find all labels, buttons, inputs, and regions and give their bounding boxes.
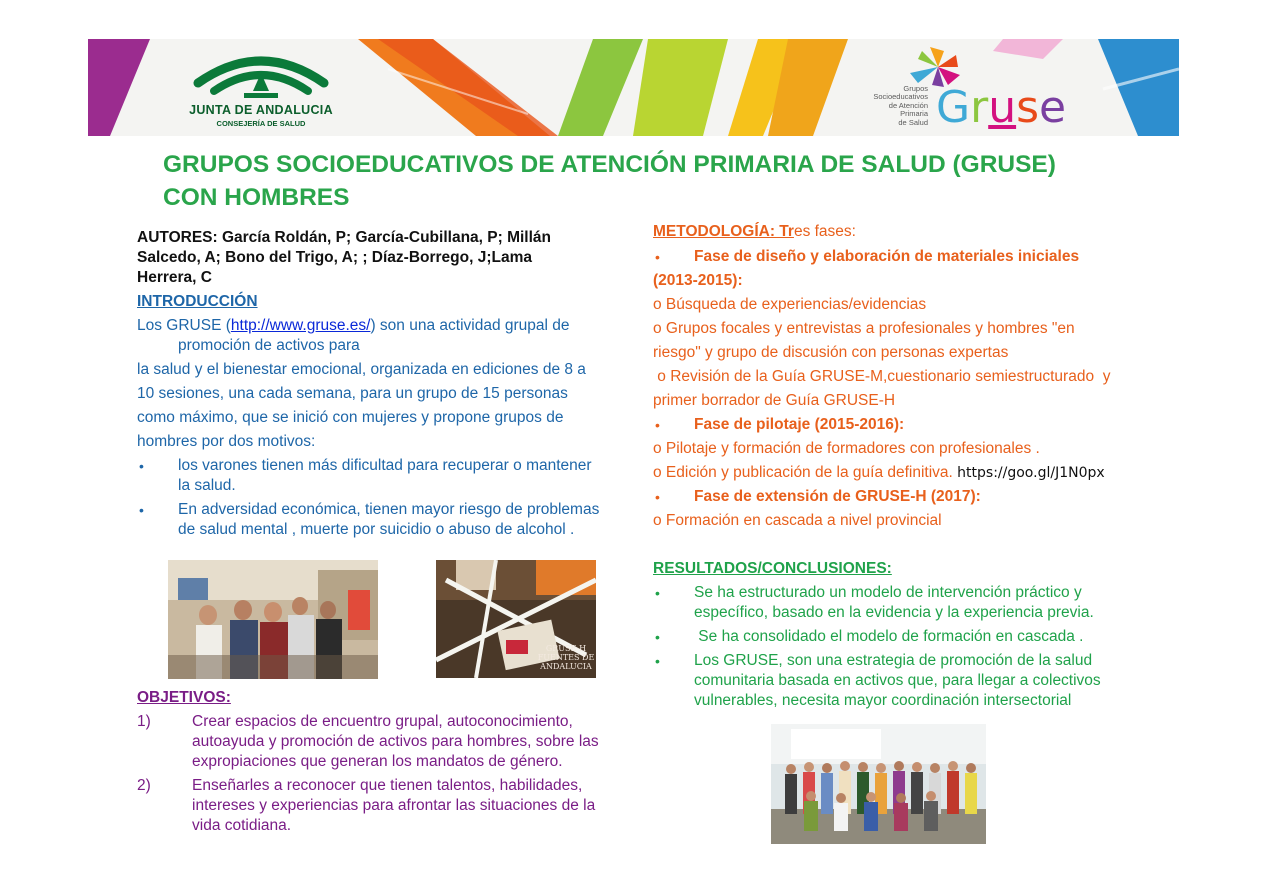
- photo-ribbons-activity: [436, 560, 596, 678]
- authors-line-2: Salcedo, A; Bono del Trigo, A; ; Díaz-Borrego, J;Lama: [137, 249, 533, 266]
- objective-1-line: Crear espacios de encuentro grupal, autoconocimiento,: [192, 713, 573, 730]
- intro-paragraph-1-cont: promoción de activos para: [178, 337, 360, 354]
- gruse-small-text: Grupos Socioeducativos de Atención Primaria de Salud: [873, 84, 928, 127]
- objectives-heading: OBJETIVOS:: [137, 689, 231, 706]
- bullet-icon: •: [655, 653, 660, 669]
- gruse-wordmark: Gruse: [936, 82, 1067, 133]
- junta-subtitle: CONSEJERÍA DE SALUD: [216, 119, 306, 128]
- intro-paragraph-2-line: 10 sesiones, una cada semana, para un grupo de 15 personas: [137, 385, 568, 402]
- bullet-icon: •: [655, 629, 660, 645]
- intro-paragraph-2-line: como máximo, que se inició con mujeres y propone grupos de: [137, 409, 564, 426]
- bullet-icon: •: [655, 489, 660, 505]
- phase-1-item: riesgo" y grupo de discusión con personas expertas: [653, 344, 1009, 361]
- result-3-line: Los GRUSE, son una estrategia de promoción de la salud: [694, 652, 1093, 669]
- objective-1-line: autoayuda y promoción de activos para hombres, sobre las: [192, 733, 599, 750]
- objective-2-line: vida cotidiana.: [192, 817, 292, 834]
- phase-1-title: Fase de diseño y elaboración de materiales iniciales: [694, 248, 1080, 265]
- phase-1-item: primer borrador de Guía GRUSE-H: [653, 392, 896, 409]
- objective-number: 1): [137, 713, 151, 730]
- phase-3-item: o Formación en cascada a nivel provincial: [653, 512, 942, 529]
- result-3-line: comunitaria basada en activos que, para llegar a colectivos: [694, 672, 1101, 689]
- phase-3-title: Fase de extensión de GRUSE-H (2017):: [694, 488, 981, 505]
- poster-title: GRUPOS SOCIOEDUCATIVOS DE ATENCIÓN PRIMARIA DE SALUD (GRUSE) CON HOMBRES: [163, 151, 1056, 211]
- authors-line-1: AUTORES: García Roldán, P; García-Cubillana, P; Millán: [137, 229, 551, 246]
- result-2-line: Se ha consolidado el modelo de formación en cascada .: [694, 628, 1084, 645]
- objective-1-line: expropiaciones que generan los mandatos de género.: [192, 753, 563, 770]
- intro-paragraph-2-line: hombres por dos motivos:: [137, 433, 316, 450]
- phase-1-item: o Grupos focales y entrevistas a profesionales y hombres "en: [653, 320, 1075, 337]
- gruse-website-link[interactable]: http://www.gruse.es/: [230, 317, 371, 334]
- bullet-icon: •: [655, 249, 660, 265]
- photo-caption: GRUSE-H FUENTES DE ANDALUCIA: [537, 644, 595, 671]
- photo-group-participants: [771, 724, 986, 844]
- bullet-icon: •: [655, 585, 660, 601]
- phase-2-title: Fase de pilotaje (2015-2016):: [694, 416, 905, 433]
- intro-heading: INTRODUCCIÓN: [137, 293, 258, 310]
- phase-1-item: o Revisión de la Guía GRUSE-M,cuestionario semiestructurado y: [653, 368, 1111, 385]
- objective-2-line: Enseñarles a reconocer que tienen talentos, habilidades,: [192, 777, 583, 794]
- photo-men-group: [168, 560, 378, 679]
- intro-bullet-1: los varones tienen más dificultad para recuperar o mantener: [178, 457, 592, 474]
- intro-bullet-2-cont: de salud mental , muerte por suicidio o abuso de alcohol .: [178, 521, 575, 538]
- bullet-icon: •: [139, 502, 144, 518]
- guide-url[interactable]: https://goo.gl/J1N0px: [957, 465, 1105, 481]
- objective-2-line: intereses y experiencias para afrontar las situaciones de la: [192, 797, 596, 814]
- result-1-line: Se ha estructurado un modelo de intervención práctico y: [694, 584, 1082, 601]
- junta-emblem-icon: [186, 45, 336, 103]
- gruse-logo: [848, 45, 1078, 133]
- bullet-icon: •: [139, 458, 144, 474]
- result-1-line: específico, basado en la evidencia y la experiencia previa.: [694, 604, 1094, 621]
- intro-bullet-1-cont: la salud.: [178, 477, 236, 494]
- intro-paragraph-1: Los GRUSE (http://www.gruse.es/) son una actividad grupal de: [137, 317, 570, 334]
- junta-andalucia-logo: [186, 45, 336, 133]
- phase-1-item: o Búsqueda de experiencias/evidencias: [653, 296, 927, 313]
- results-heading: RESULTADOS/CONCLUSIONES:: [653, 560, 892, 577]
- authors-line-3: Herrera, C: [137, 269, 212, 286]
- bullet-icon: •: [655, 417, 660, 433]
- result-3-line: vulnerables, necesita mayor coordinación intersectorial: [694, 692, 1072, 709]
- header-banner: [88, 39, 1179, 136]
- phase-2-item: o Edición y publicación de la guía definitiva. https://goo.gl/J1N0px: [653, 464, 1105, 481]
- phase-2-item: o Pilotaje y formación de formadores con profesionales .: [653, 440, 1040, 457]
- objective-number: 2): [137, 777, 151, 794]
- phase-1-years: (2013-2015):: [653, 272, 743, 289]
- intro-paragraph-2-line: la salud y el bienestar emocional, organizada en ediciones de 8 a: [137, 361, 586, 378]
- junta-name: JUNTA DE ANDALUCIA: [189, 103, 333, 117]
- methodology-heading: METODOLOGÍA: Tres fases:: [653, 223, 856, 240]
- intro-bullet-2: En adversidad económica, tienen mayor riesgo de problemas: [178, 501, 600, 518]
